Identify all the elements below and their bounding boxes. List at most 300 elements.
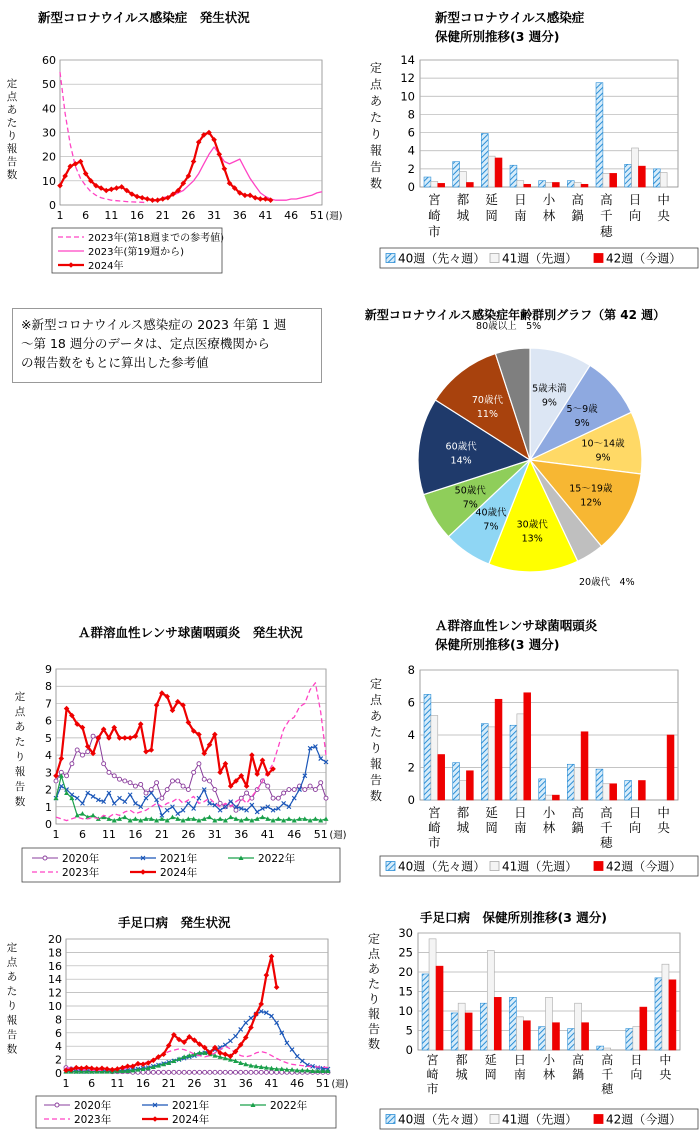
y-axis-label-char: た — [367, 977, 381, 991]
legend-label: 40週（先々週） — [398, 1112, 486, 1127]
data-point — [172, 1070, 176, 1074]
series-pink — [153, 147, 323, 201]
slice-pct: 13% — [521, 533, 543, 545]
data-point — [218, 816, 223, 821]
y-axis-label-char: 告 — [6, 1029, 18, 1041]
legend-label: 2024年 — [160, 867, 198, 879]
bar — [640, 1007, 647, 1050]
note-line: の報告数をもとに算出した参考値 — [21, 355, 209, 370]
data-point — [250, 796, 254, 800]
chart-title: 新型コロナウイルス感染症 発生状況 — [38, 10, 250, 25]
x-unit-label: (週) — [331, 1079, 349, 1090]
chart-title: 新型コロナウイルス感染症年齢群別グラフ（第 42 週） — [364, 308, 666, 322]
category-label-char: 南 — [514, 820, 527, 835]
bar — [610, 173, 617, 187]
category-label-char: 宮 — [428, 805, 441, 820]
legend-entry — [240, 1099, 308, 1112]
category-label-char: 中 — [659, 1053, 672, 1067]
legend-label: 40週（先々週） — [398, 251, 486, 266]
x-tick-label: 26 — [181, 209, 196, 222]
data-point — [120, 1065, 126, 1071]
data-point — [146, 1070, 150, 1074]
x-tick-label: 41 — [260, 828, 275, 841]
category-label-char: 向 — [628, 208, 642, 223]
legend-label: 2021年 — [160, 853, 198, 865]
y-axis-label-char: 定 — [369, 677, 383, 691]
bar — [451, 1013, 458, 1050]
data-point — [75, 748, 79, 752]
y-tick-label: 15 — [398, 984, 413, 999]
y-axis-label-char: 点 — [14, 706, 26, 718]
y-axis-label-char: あ — [6, 104, 18, 116]
data-point — [271, 796, 275, 800]
y-tick-label: 0 — [405, 1043, 413, 1057]
bar — [604, 1048, 611, 1050]
data-point — [186, 788, 190, 792]
bar — [574, 768, 581, 801]
data-point — [186, 801, 190, 805]
x-unit-label: (週) — [325, 211, 343, 222]
y-axis-label-char: あ — [369, 94, 383, 108]
bar — [480, 1003, 487, 1050]
bar — [424, 177, 431, 187]
x-tick-label: 16 — [128, 828, 143, 841]
y-axis-label-char: り — [6, 130, 18, 142]
y-axis-label-char: た — [14, 736, 26, 748]
bar — [494, 997, 501, 1050]
data-point — [203, 1070, 207, 1074]
y-tick-label: 0 — [407, 180, 415, 194]
bar — [568, 1029, 575, 1050]
data-point — [160, 796, 164, 800]
bar — [552, 795, 559, 800]
category-label-char: 向 — [628, 820, 642, 835]
data-point — [274, 984, 280, 990]
slice-label: 60歳代 — [445, 441, 477, 453]
y-axis-label-char: あ — [369, 709, 383, 723]
legend-entry — [32, 866, 100, 879]
y-tick-label: 60 — [42, 54, 56, 67]
y-tick-label: 5 — [45, 731, 52, 745]
y-axis-label-char: り — [369, 741, 383, 755]
slice-label: 70歳代 — [471, 395, 503, 407]
bar — [546, 182, 553, 187]
legend-label: 2023年 — [62, 867, 100, 879]
legend-label: 41週（先週） — [502, 859, 578, 874]
category-label-char: 日 — [514, 192, 527, 207]
y-axis-label-char: 点 — [6, 91, 18, 103]
y-axis-label-char: 報 — [6, 1014, 18, 1027]
x-tick-label: 1 — [62, 1077, 70, 1090]
category-label-char: 城 — [456, 208, 470, 223]
data-point — [319, 781, 323, 785]
slice-pct: 7% — [462, 499, 478, 511]
category-label-char: 林 — [542, 1067, 556, 1082]
legend-label: 42週（今週） — [606, 1112, 682, 1127]
category-label-char: 央 — [657, 820, 670, 835]
note-line: ※新型コロナウイルス感染症の 2023 年第 1 週 — [21, 317, 287, 332]
category-label-char: 日 — [514, 805, 527, 820]
slice-pct: 9% — [595, 452, 611, 464]
data-point — [287, 788, 291, 792]
bar — [638, 166, 645, 187]
data-point — [324, 796, 328, 800]
data-point — [80, 811, 85, 816]
x-tick-label: 21 — [154, 828, 169, 841]
y-axis-label-char: 数 — [369, 176, 383, 191]
bar — [436, 966, 443, 1050]
data-point — [102, 762, 106, 766]
data-point — [282, 791, 286, 795]
x-tick-label: 46 — [284, 209, 299, 222]
covid-pie-panel — [330, 300, 700, 590]
y-tick-label: 5 — [405, 1023, 413, 1038]
legend-label: 2024年 — [88, 261, 124, 272]
data-point — [139, 195, 145, 201]
bar — [596, 83, 603, 187]
y-axis-label-char: 点 — [6, 956, 18, 969]
legend-swatch — [594, 862, 603, 871]
data-point — [122, 815, 127, 820]
bar — [429, 939, 436, 1050]
series-line — [60, 133, 271, 201]
legend-entry — [142, 1113, 210, 1126]
y-tick-label: 14 — [48, 973, 62, 987]
category-label-char: 千 — [601, 1067, 614, 1082]
bar — [638, 781, 645, 801]
slice-pct: 12% — [580, 497, 602, 509]
y-axis-label-char: り — [14, 751, 26, 763]
category-label-char: 高 — [601, 1053, 614, 1067]
bar — [458, 1003, 465, 1050]
category-label-char: 穂 — [601, 1082, 614, 1096]
legend-entry — [58, 259, 123, 272]
bar — [466, 182, 473, 187]
series-red — [53, 690, 276, 789]
bar — [438, 755, 445, 801]
category-label-char: 城 — [456, 820, 470, 835]
data-point — [80, 753, 84, 757]
slice-label: 5～9歳 — [566, 404, 598, 416]
category-label-char: 南 — [513, 1067, 526, 1082]
x-tick-label: 31 — [207, 209, 222, 222]
data-point — [266, 784, 270, 788]
data-point — [192, 1070, 196, 1074]
slice-pct: 9% — [541, 397, 557, 409]
data-point — [249, 752, 255, 758]
legend-label: 2023年(第18週までの参考値) — [88, 233, 224, 244]
data-point — [122, 735, 128, 741]
series-red — [63, 954, 279, 1074]
bar — [424, 694, 431, 800]
legend-swatch — [594, 1115, 603, 1124]
data-point — [176, 812, 180, 816]
category-label-char: 日 — [628, 805, 642, 820]
y-axis-label-char: 点 — [369, 693, 383, 707]
y-tick-label: 2 — [407, 161, 415, 176]
bar — [431, 716, 438, 801]
legend-label: 2023年(第19週から) — [88, 247, 184, 258]
category-label-char: 千 — [600, 820, 613, 835]
data-point — [276, 796, 280, 800]
y-axis-label-char: 定 — [6, 78, 18, 90]
y-tick-label: 6 — [407, 125, 415, 140]
data-point — [123, 800, 127, 804]
legend-label: 40週（先々週） — [398, 859, 486, 874]
data-point — [176, 779, 180, 783]
category-label-char: 央 — [659, 1067, 672, 1082]
data-point — [228, 1070, 232, 1074]
data-point — [127, 735, 133, 741]
data-point — [234, 1034, 238, 1038]
hfmd-bars-chart — [350, 900, 700, 1136]
bar — [633, 1027, 640, 1050]
x-tick-label: 16 — [136, 1077, 151, 1090]
data-point — [285, 1041, 289, 1045]
legend-marker — [152, 1116, 158, 1122]
bar — [655, 978, 662, 1050]
legend-label: 2020年 — [62, 853, 100, 865]
bar — [581, 184, 588, 187]
covid-bars-panel — [350, 0, 700, 290]
data-point — [324, 816, 329, 821]
y-axis-label-char: 定 — [14, 691, 26, 703]
covid-bars-chart — [350, 0, 700, 290]
legend-swatch — [490, 1115, 499, 1124]
data-point — [245, 791, 249, 795]
hfmd-bars-panel — [350, 900, 700, 1136]
chart-subtitle: 保健所別推移(3 週分) — [435, 637, 560, 652]
category-label-char: 市 — [428, 224, 441, 239]
data-point — [239, 1027, 243, 1031]
data-point — [155, 197, 161, 203]
x-tick-label: 6 — [82, 209, 90, 222]
chart-title: 手足口病 保健所別推移(3 週分) — [420, 910, 607, 925]
bar — [488, 156, 495, 187]
note-line: ～第 18 週分のデータは、定点医療機関から — [21, 336, 270, 351]
legend-swatch — [490, 862, 499, 871]
x-tick-label: 16 — [130, 209, 145, 222]
legend-label: 41週（先週） — [502, 251, 578, 266]
bar — [466, 771, 473, 800]
bar — [516, 1017, 523, 1050]
legend-entry — [58, 231, 224, 244]
bar — [575, 1003, 582, 1050]
legend-swatch — [386, 862, 395, 871]
data-point — [249, 1070, 253, 1074]
data-point — [91, 794, 95, 798]
y-tick-label: 7 — [45, 697, 52, 711]
legend-swatch — [594, 254, 603, 263]
y-tick-label: 4 — [407, 143, 415, 158]
data-point — [112, 801, 116, 805]
data-point — [167, 1070, 171, 1074]
x-tick-label: 26 — [187, 1077, 202, 1090]
category-label-char: 延 — [485, 192, 498, 207]
y-tick-label: 25 — [398, 945, 413, 960]
data-point — [150, 197, 156, 203]
y-tick-label: 6 — [55, 1026, 62, 1040]
data-point — [65, 774, 69, 778]
chart-subtitle: 保健所別推移(3 週分) — [435, 29, 560, 44]
slice-label: 50歳代 — [454, 485, 486, 497]
data-point — [197, 762, 201, 766]
legend-entry — [130, 866, 198, 879]
y-axis-label-char: 報 — [6, 143, 18, 155]
data-point — [197, 796, 201, 800]
bar — [597, 1046, 604, 1050]
series-line — [66, 956, 277, 1070]
chart-title: Ａ群溶血性レンサ球菌咽頭炎 発生状況 — [78, 625, 303, 640]
category-label-char: 小 — [542, 1053, 556, 1067]
bar — [574, 182, 581, 187]
bar — [539, 1027, 546, 1050]
y-tick-label: 14 — [400, 53, 415, 67]
y-tick-label: 2 — [45, 783, 52, 797]
data-point — [156, 1070, 160, 1074]
y-tick-label: 4 — [407, 728, 415, 742]
category-label-char: 市 — [426, 1082, 439, 1096]
data-point — [259, 1070, 263, 1074]
data-point — [207, 815, 212, 820]
y-axis-label-char: 定 — [369, 61, 383, 75]
y-tick-label: 12 — [400, 71, 415, 86]
category-label-char: 鍋 — [571, 820, 584, 835]
data-point — [264, 1070, 268, 1074]
y-tick-label: 6 — [407, 695, 415, 710]
chart-title: 新型コロナウイルス感染症 — [435, 10, 585, 25]
data-point — [170, 779, 174, 783]
legend-label: 2020年 — [74, 1100, 112, 1112]
x-unit-label: (週) — [329, 830, 347, 841]
y-axis-label-char: 定 — [6, 942, 18, 954]
data-point — [181, 808, 185, 812]
category-label-char: 鍋 — [572, 1067, 585, 1082]
bar — [422, 974, 429, 1050]
data-point — [218, 801, 222, 805]
x-tick-label: 6 — [88, 1077, 96, 1090]
category-label-char: 鍋 — [571, 208, 584, 223]
legend-marker — [140, 869, 146, 875]
y-axis-label-char: 報 — [14, 766, 26, 778]
legend-swatch — [386, 254, 395, 263]
y-tick-label: 20 — [48, 933, 62, 946]
series-pinkdash — [66, 1046, 328, 1070]
y-axis-label-char: 点 — [367, 947, 381, 961]
category-label-char: 高 — [571, 192, 584, 207]
legend-label: 2022年 — [270, 1100, 308, 1112]
y-axis-label-char: あ — [367, 962, 381, 976]
data-point — [145, 196, 151, 202]
y-tick-label: 8 — [407, 107, 415, 122]
data-point — [118, 777, 122, 781]
data-point — [144, 796, 148, 800]
data-point — [223, 1070, 227, 1074]
data-point — [192, 770, 196, 774]
bar — [509, 997, 516, 1050]
data-point — [133, 784, 137, 788]
data-point — [133, 801, 137, 805]
category-label-char: 市 — [428, 835, 441, 850]
data-point — [234, 1070, 238, 1074]
y-tick-label: 0 — [45, 818, 52, 831]
legend-label: 42週（今週） — [606, 859, 682, 874]
slice-pct: 9% — [574, 418, 590, 430]
data-point — [244, 1021, 248, 1025]
bar — [582, 1023, 589, 1050]
category-label-char: 岡 — [484, 1067, 497, 1082]
data-point — [202, 777, 206, 781]
data-point — [128, 781, 132, 785]
y-tick-label: 1 — [45, 800, 52, 814]
y-axis-label-char: 告 — [367, 1022, 381, 1036]
y-tick-label: 30 — [398, 926, 413, 940]
y-tick-label: 6 — [45, 714, 52, 728]
bar — [481, 724, 488, 800]
bar — [481, 133, 488, 187]
x-tick-label: 41 — [264, 1077, 279, 1090]
legend-marker — [55, 1103, 59, 1107]
bar — [517, 714, 524, 800]
slice-label: 80歳以上 5% — [476, 321, 542, 333]
data-point — [208, 1070, 212, 1074]
bar — [460, 781, 467, 801]
data-point — [213, 1070, 217, 1074]
bar — [552, 1023, 559, 1050]
slice-label: 5歳未満 — [532, 383, 567, 395]
y-tick-label: 2 — [407, 760, 415, 775]
x-tick-label: 51 — [309, 209, 324, 222]
category-label-char: 岡 — [485, 208, 498, 223]
bar — [662, 964, 669, 1050]
x-tick-label: 46 — [287, 828, 302, 841]
bar — [632, 148, 639, 187]
covid-trend-panel — [0, 0, 343, 290]
data-point — [118, 796, 122, 800]
category-label-char: 央 — [657, 208, 670, 223]
bar — [610, 784, 617, 800]
bar — [431, 182, 438, 187]
bar — [625, 781, 632, 801]
bar — [488, 727, 495, 800]
legend-label: 2021年 — [172, 1100, 210, 1112]
data-point — [86, 791, 90, 795]
data-point — [228, 1039, 232, 1043]
y-tick-label: 2 — [55, 1053, 62, 1067]
x-tick-label: 36 — [234, 828, 249, 841]
x-tick-label: 1 — [56, 209, 64, 222]
x-tick-label: 46 — [290, 1077, 305, 1090]
category-label-char: 林 — [542, 208, 556, 223]
y-tick-label: 0 — [407, 793, 415, 807]
data-point — [239, 1070, 243, 1074]
data-point — [290, 1048, 294, 1052]
legend-marker — [68, 262, 74, 268]
hfmd-trend-chart — [0, 905, 349, 1136]
data-point — [260, 815, 265, 820]
data-point — [292, 796, 296, 800]
data-point — [313, 788, 317, 792]
data-point — [295, 1054, 299, 1058]
data-point — [269, 954, 275, 960]
y-tick-label: 20 — [42, 150, 56, 164]
y-axis-label-char: り — [367, 992, 381, 1006]
y-tick-label: 4 — [45, 749, 52, 763]
x-tick-label: 21 — [161, 1077, 176, 1090]
data-point — [187, 1070, 191, 1074]
data-point — [213, 788, 217, 792]
x-tick-label: 1 — [52, 828, 60, 841]
